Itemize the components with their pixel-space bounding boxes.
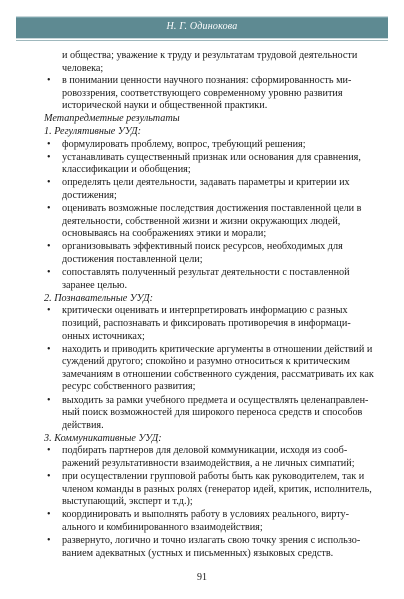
list-item-text: формулировать проблему, вопрос, требующий решения; xyxy=(62,138,306,150)
bullet-icon: • xyxy=(47,138,51,150)
list-item-text: критически оценивать и интерпретировать информацию с разных позиций, распознавать и фиксировать противоречия в информационных источниках; xyxy=(62,305,351,342)
list-item-text: при осуществлении групповой работы быть как руководителем, так и членом команды в разных ролях (генератор идей, критик, исполнитель, выступающий, эксперт и т.д.); xyxy=(62,471,372,508)
page-number: 91 xyxy=(197,572,207,583)
list-item xyxy=(44,152,374,177)
bullet-icon: • xyxy=(47,445,51,457)
bullet-icon: • xyxy=(47,75,51,87)
cognitive-list xyxy=(44,305,374,432)
bullet-icon: • xyxy=(47,305,51,317)
list-item-text: находить и приводить критические аргументы в отношении действий и суждений другого; спокойно и разумно относиться к критическим замечаниям в отношении собственного суждения, рассматривать их как ресурс собственного развития; xyxy=(62,343,374,393)
list-item xyxy=(44,395,374,433)
bullet-icon: • xyxy=(47,471,51,483)
list-item xyxy=(44,75,374,113)
top-bullet-list xyxy=(44,75,374,113)
bullet-icon: • xyxy=(47,343,51,355)
regulatory-list xyxy=(44,139,374,293)
list-item-text: сопоставлять полученный результат деятельности с поставленной заранее целью. xyxy=(62,267,350,291)
list-item-text: организовывать эффективный поиск ресурсов, необходимых для достижения поставленной цели; xyxy=(62,241,343,265)
list-item xyxy=(44,177,374,202)
list-item xyxy=(44,509,374,534)
list-item xyxy=(44,344,374,394)
section-heading-cognitive: 2. Познавательные УУД: xyxy=(44,292,153,304)
bullet-icon: • xyxy=(47,267,51,279)
list-item xyxy=(44,445,374,470)
bullet-icon: • xyxy=(47,509,51,521)
list-item xyxy=(44,139,374,152)
continuation-line: человека; xyxy=(62,62,104,74)
bullet-icon: • xyxy=(47,535,51,547)
section-heading-regulatory: 1. Регулятивные УУД: xyxy=(44,126,142,138)
header-rule xyxy=(16,40,388,41)
list-item xyxy=(44,535,374,560)
list-item-text: подбирать партнеров для деловой коммуникации, исходя из соображений результативности взаимодействия, а не личных симпатий; xyxy=(62,445,355,469)
page-content xyxy=(44,50,374,561)
list-item-text: оценивать возможные последствия достижения поставленной цели в деятельности, собственной жизни и жизни окружающих людей, основываясь на соображениях этики и морали; xyxy=(62,203,362,240)
bullet-icon: • xyxy=(47,151,51,163)
list-item-text: координировать и выполнять работу в условиях реального, виртуального и комбинированного взаимодействия; xyxy=(62,509,350,533)
list-item xyxy=(44,241,374,266)
list-item xyxy=(44,203,374,241)
meta-results-heading: Метапредметные результаты xyxy=(44,113,180,125)
list-item-text: выходить за рамки учебного предмета и осуществлять целенаправленный поиск возможностей для широкого переноса средств и способов действия. xyxy=(62,394,369,431)
bullet-icon: • xyxy=(47,203,51,215)
running-header xyxy=(16,16,388,39)
list-item-text: определять цели деятельности, задавать параметры и критерии их достижения; xyxy=(62,177,350,202)
list-item-text: устанавливать существенный признак или основания для сравнения, классификации и обобщения; xyxy=(62,151,361,176)
continuation-line: и общества; уважение к труду и результатам трудовой деятельности xyxy=(62,50,358,61)
bullet-icon: • xyxy=(47,177,51,189)
section-heading-communicative: 3. Коммуникативные УУД: xyxy=(44,432,162,444)
list-item xyxy=(44,305,374,343)
bullet-icon: • xyxy=(47,241,51,253)
bullet-icon: • xyxy=(47,394,51,406)
header-author: Н. Г. Одинокова xyxy=(166,21,238,32)
list-item-text: в понимании ценности научного познания: сформированность мировоззрения, соответствующего современному уровню развития исторической науки и общественной практики. xyxy=(62,75,352,112)
list-item xyxy=(44,471,374,509)
list-item xyxy=(44,267,374,292)
list-item-text: развернуто, логично и точно излагать свою точку зрения с использованием адекватных (устных и письменных) языковых средств. xyxy=(62,535,361,559)
communicative-list xyxy=(44,445,374,560)
